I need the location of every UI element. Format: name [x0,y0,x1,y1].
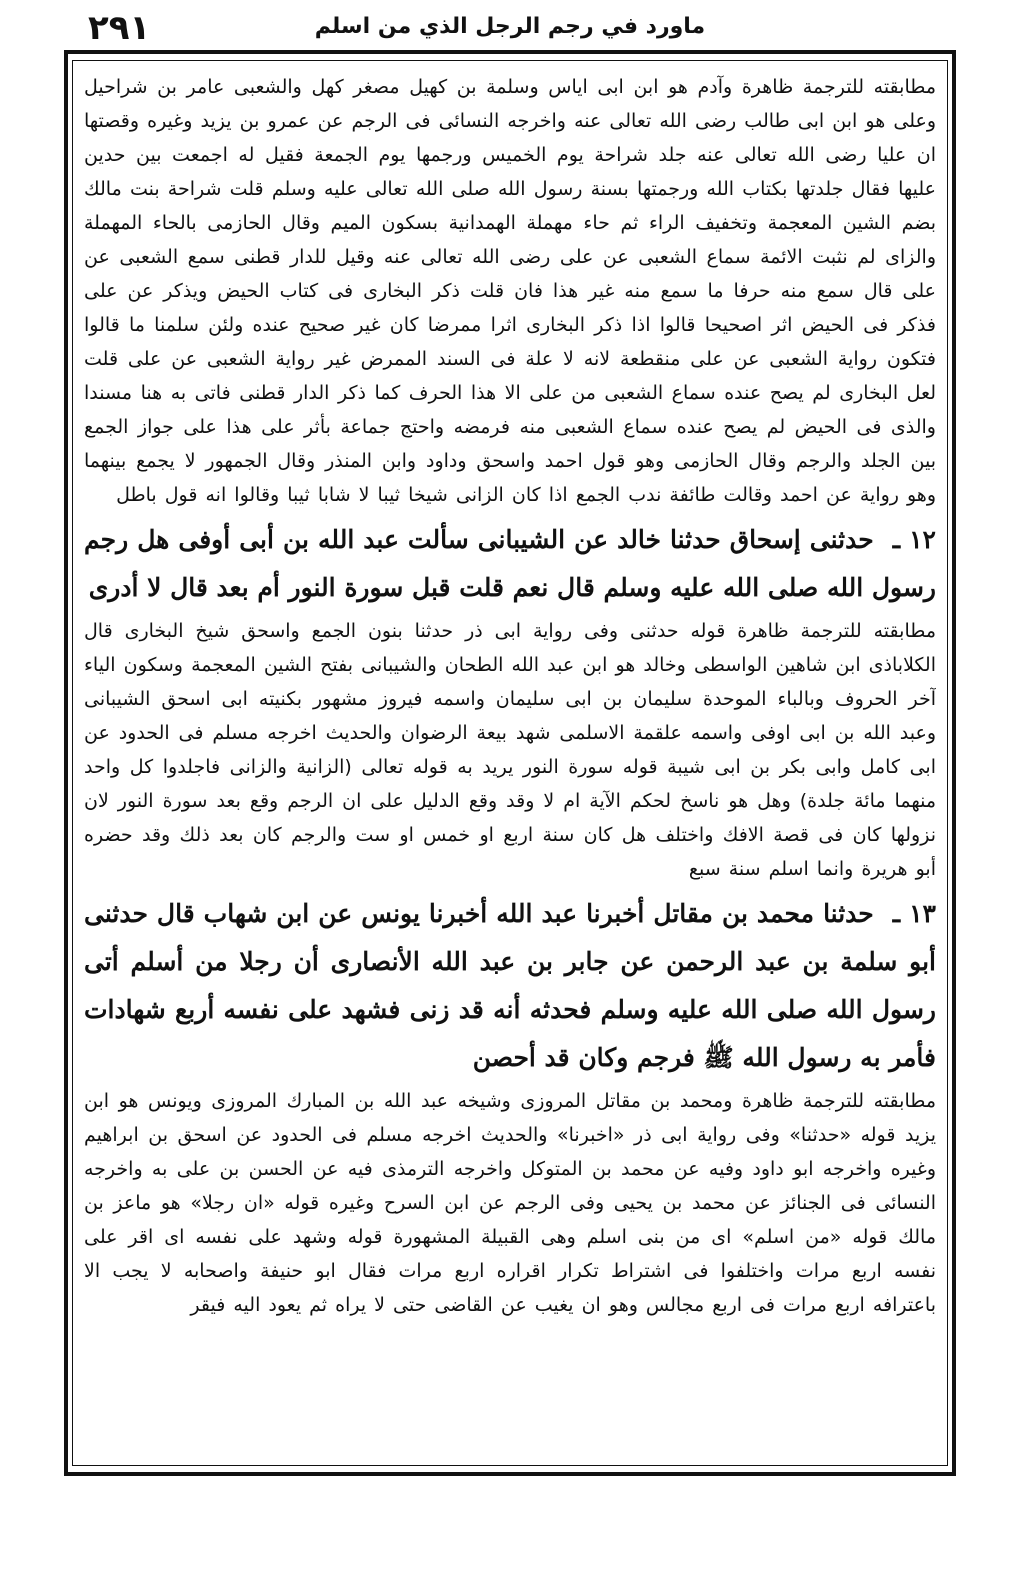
hadith-text: إسحاق حدثنا خالد عن الشيبانى سألت عبد الله بن أبى أوفى هل رجم رسول الله صلى الله عليه وسلم قال نعم قلت قبل سورة النور أم بعد قال لا أدرى [84,525,936,602]
hadith-number: ١٢ ـ [892,525,936,554]
running-title: ماورد في رجم الرجل الذي من اسلم [314,14,706,39]
commentary-paragraph: مطابقته للترجمة ظاهرة ومحمد بن مقاتل المروزى وشيخه عبد الله بن المبارك المروزى ويونس هو ابن يزيد قوله «حدثنا» وفى رواية ابى ذر «اخبرنا» والحديث اخرجه مسلم فى الحدود عن اسحق بن ابراهيم وغيره واخرجه ابو داود وفيه عن محمد بن المتوكل واخرجه الترمذى فيه عن الحسن بن على به واخرجه النسائى فى الجنائز عن محمد بن يحيى وفى الرجم عن ابن السرح وغيره قوله «ان رجلا» هو ماعز بن مالك قوله «من اسلم» اى من بنى اسلم وهى القبيلة المشهورة قوله وشهد على نفسه اى اقر على نفسه اربع مرات واختلفوا فى اشتراط تكرار اقراره اربع مرات فقال ابو حنيفة واصحابه لا يجب الا باعترافه اربع مرات فى اربع مجالس وهو ان يغيب عن القاضى حتى لا يراه ثم يعود اليه فيقر [84,1090,936,1316]
hadith-opening-word: حدثنا [823,899,874,928]
hadith-number: ١٣ ـ [892,899,936,928]
page-number: ٢٩١ [88,8,151,48]
commentary-paragraph: مطابقته للترجمة ظاهرة وآدم هو ابن ابى اياس وسلمة بن كهيل مصغر كهل والشعبى عامر بن شراحيل وعلى هو ابن ابى طالب رضى الله تعالى عنه واخرجه النسائى فى الرجم عن عمرو بن يزيد وغيره وقصتها ان عليا رضى الله تعالى عنه جلد شراحة يوم الخميس ورجمها يوم الجمعة فقيل له اجمعت بين حدين عليها فقال جلدتها بكتاب الله ورجمتها بسنة رسول الله صلى الله تعالى عليه وسلم قلت شراحة بنت مالك بضم الشين المعجمة وتخفيف الراء ثم حاء مهملة الهمدانية بسكون الميم وقال الحازمى بالحاء المهملة والزاى لم نثبت الائمة سماع الشعبى عن على رضى الله تعالى عنه وقيل للدار قطنى سمع الشعبى عن على قال سمع منه حرفا ما سمع منه غير هذا فان قلت ذكر البخارى فى كتاب الحيض ويذكر عن على فذكر فى الحيض اثر اصحيحا قالوا اذا ذكر البخارى اثرا ممرضا كان غير صحيح عنده ولئن سلمنا ما قالوا فتكون رواية الشعبى عن على منقطعة لانه لا علة فى السند الممرض غير رواية الشعبى عن على قلت لعل البخارى لم يصح عنده سماع الشعبى من على الا هذا الحرف كما ذكر الدار قطنى فاتى به هنا مسندا والذى فى الحيض لم يصح عنده سماع الشعبى منه فرمضه واحتج جماعة بأثر على هذا على جواز الجمع بين الجلد والرجم وقال الحازمى وهو قول احمد واسحق وداود وابن المنذر وقال الجمهور لا يجمع بينهما وهو رواية عن احمد وقالت طائفة ندب الجمع اذا كان الزانى شيخا ثيبا لا شابا ثيبا وقالوا انه قول باطل [84,76,936,506]
hadith-13 [84,890,936,1082]
commentary-paragraph: مطابقته للترجمة ظاهرة قوله حدثنى وفى رواية ابى ذر حدثنا بنون الجمع واسحق شيخ البخارى قال الكلاباذى ابن شاهين الواسطى وخالد هو ابن عبد الله الطحان والشيبانى بفتح الشين المعجمة وسكون الياء آخر الحروف وبالباء الموحدة سليمان بن ابى سليمان واسمه فيروز مشهور بكنيته ابى اسحق الشيبانى وعبد الله بن ابى اوفى واسمه علقمة الاسلمى شهد بيعة الرضوان والحديث اخرجه مسلم فى الحدود عن ابى كامل وابى بكر بن ابى شيبة قوله سورة النور يريد به قوله تعالى (الزانية والزانى فاجلدوا كل واحد منهما مائة جلدة) وهل هو ناسخ لحكم الآية ام لا وقد وقع الدليل على ان الرجم وقع بعد سورة النور لان نزولها كان فى قصة الافك واختلف هل كان سنة اربع او خمس او ست والرجم كان بعد ذلك وقد حضره أبو هريرة وانما اسلم سنة سبع [84,620,936,880]
hadith-opening-word: حدثنى [809,525,874,554]
page-body [84,70,936,1460]
hadith-12 [84,516,936,612]
hadith-text: محمد بن مقاتل أخبرنا عبد الله أخبرنا يونس عن ابن شهاب قال حدثنى أبو سلمة بن عبد الرحمن عن جابر بن عبد الله الأنصارى أن رجلا من أسلم أتى رسول الله صلى الله عليه وسلم فحدثه أنه قد زنى فشهد على نفسه أربع شهادات فأمر به رسول الله ﷺ فرجم وكان قد أحصن [84,899,936,1072]
